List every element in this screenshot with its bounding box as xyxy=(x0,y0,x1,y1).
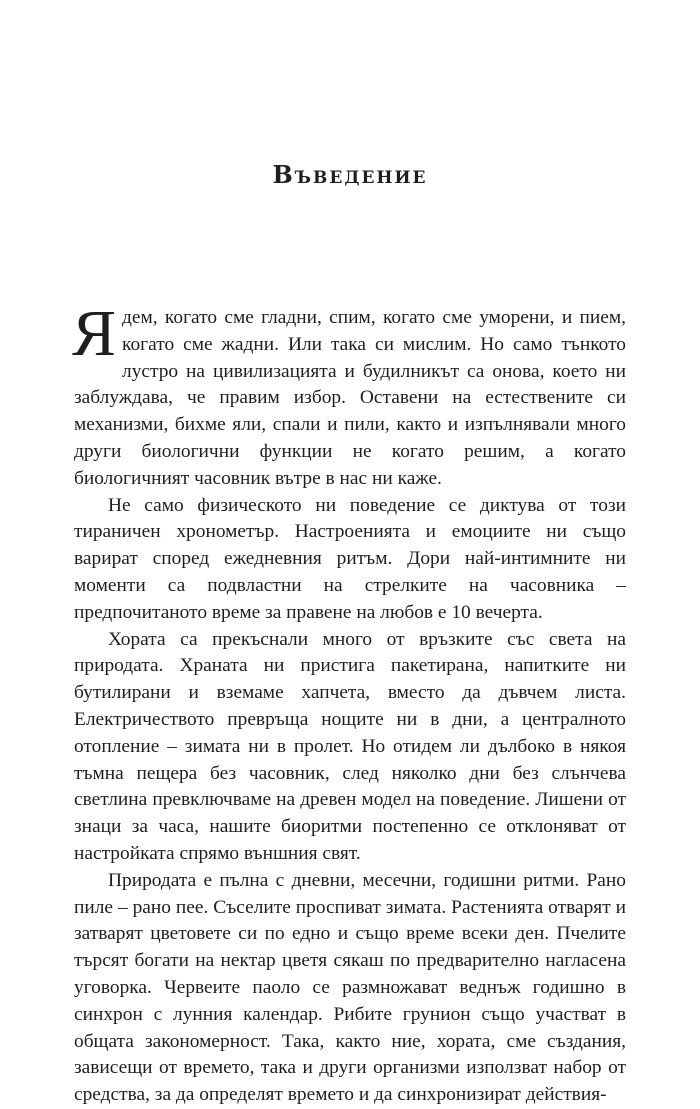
paragraph-1-text: дем, когато сме гладни, спим, когато сме уморени, и пием, когато сме жадни. Или така си мислим. Но само тънкото лустро на цивилизацията и будилникът са онова, което ни заблуждава, че правим избор. Оставени на естествените си механизми, бихме яли, спали и пили, както и изпълнявали много други биологични функции не когато решим, а когато биологичният часовник вътре в нас ни каже. xyxy=(74,307,626,489)
paragraph-3: Хората са прекъснали много от връзките със света на природата. Храната ни пристига пакетирана, напитките ни бутилирани и вземаме хапчета, вместо да дъвчем листа. Електричеството превръща нощите ни в дни, а централното отопление – зимата ни в пролет. Но отидем ли дълбоко в някоя тъмна пещера без часовник, след няколко дни без слънчева светлина превключваме на древен модел на поведение. Лишени от знаци за часа, нашите биоритми постепенно се отклоняват от настройката спрямо външния свят. xyxy=(74,628,626,864)
paragraph-4: Природата е пълна с дневни, месечни, годишни ритми. Рано пиле – рано пее. Съселите проспиват зимата. Растенията отварят и затварят цветовете си по едно и също време всеки ден. Пчелите търсят богати на нектар цветя сякаш по предварително нагласена уговорка. Червеите паоло се размножават веднъж годишно в синхрон с лунния календар. Рибите грунион също участват в общата закономерност. Така, както ние, хората, сме създания, зависещи от времето, така и други организми използват набор от средства, за да определят времето и да синхронизират действия- xyxy=(74,869,626,1106)
chapter-title: Въведение xyxy=(272,160,428,189)
paragraph-2: Не само физическото ни поведение се диктува от този тираничен хронометър. Настроенията и емоциите ни също варират според ежедневния ритъм. Дори най-интимните ни моменти са подвластни на стрелките на часовника – предпочитаното време за правене на любов е 10 вечерта. xyxy=(74,494,626,623)
drop-cap: Я xyxy=(72,297,117,370)
paragraph-1 xyxy=(72,297,626,493)
body-text xyxy=(72,297,626,1109)
